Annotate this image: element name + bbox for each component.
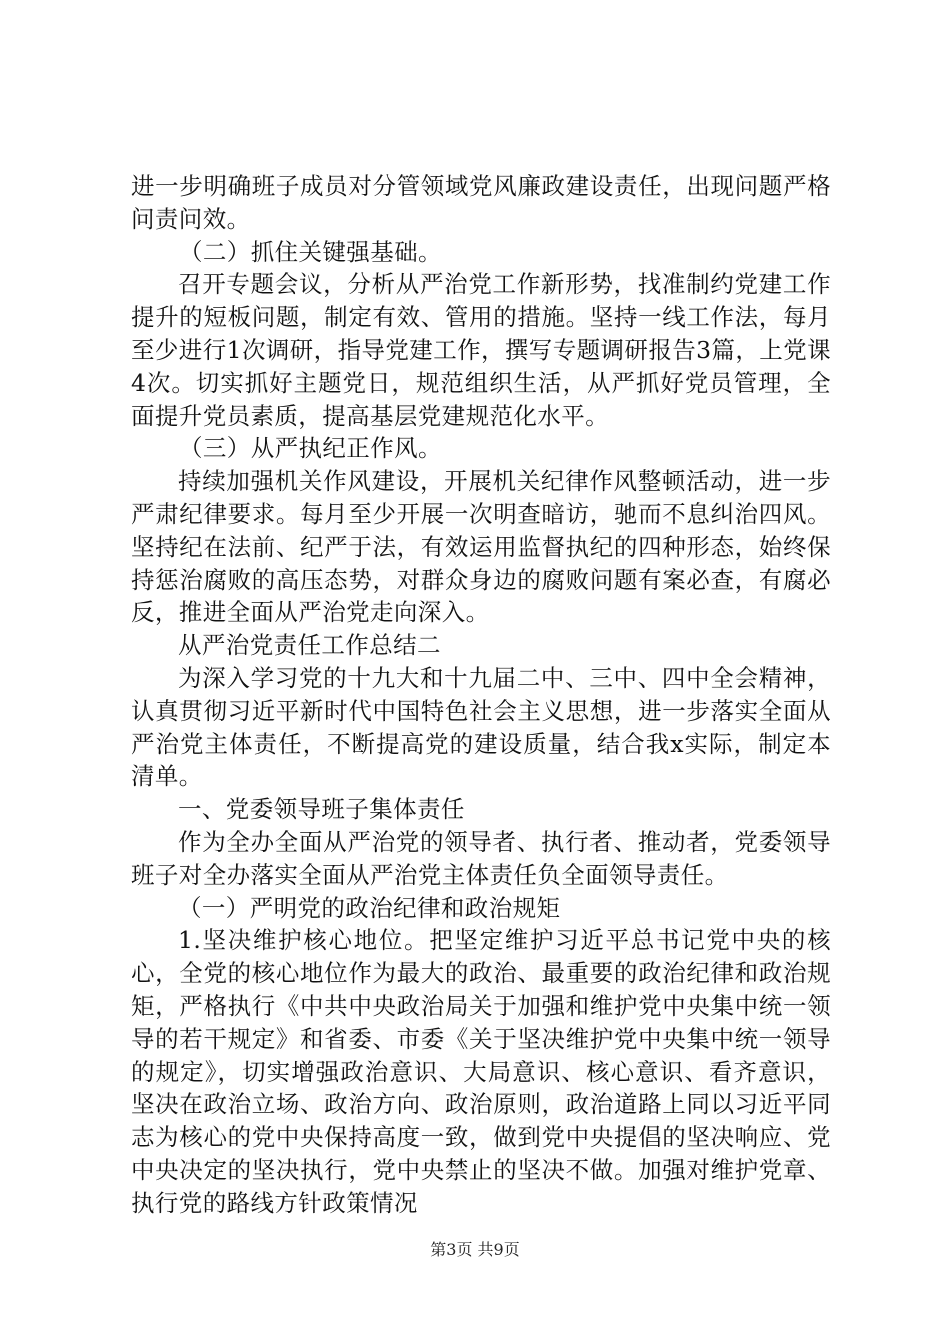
heading-part-one: 一、党委领导班子集体责任: [178, 795, 465, 824]
paragraph-continuation: 进一步明确班子成员对分管领域党风廉政建设责任，出现问题严格问责问效。: [131, 172, 831, 233]
heading-summary-two: 从严治党责任工作总结二: [178, 631, 441, 660]
paragraph-item-1: 1.坚决维护核心地位。把坚定维护习近平总书记党中央的核心，全党的核心地位作为最大的政治、最重要的政治纪律和政治规矩，严格执行《中共中央政治局关于加强和维护党中央集中统一领导的若干规定》和省委、市委《关于坚决维护党中央集中统一领导的规定》，切实增强政治意识、大局意识、核心意识、看齐意识，坚决在政治立场、政治方向、政治原则，政治道路上同以习近平同志为核心的党中央保持高度一致，做到党中央提倡的坚决响应、党中央决定的坚决执行，党中央禁止的坚决不做。加强对维护党章、执行党的路线方针政策情况: [131, 926, 831, 1217]
page-number-footer: 第3页 共9页: [430, 1240, 520, 1259]
paragraph-section-3-body: 持续加强机关作风建设，开展机关纪律作风整顿活动，进一步严肃纪律要求。每月至少开展一次明查暗访，驰而不息纠治四风。坚持纪在法前、纪严于法，有效运用监督执纪的四种形态，始终保持惩治腐败的高压态势，对群众身边的腐败问题有案必查，有腐必反，推进全面从严治党走向深入。: [131, 467, 831, 627]
heading-section-3: （三）从严执纪正作风。: [179, 434, 442, 463]
paragraph-part-one-body: 作为全办全面从严治党的领导者、执行者、推动者，党委领导班子对全办落实全面从严治党主体责任负全面领导责任。: [131, 827, 831, 889]
heading-subsection-1: （一）严明党的政治纪律和政治规矩: [178, 893, 561, 922]
paragraph-summary-intro: 为深入学习党的十九大和十九届二中、三中、四中全会精神，认真贯彻习近平新时代中国特色社会主义思想，进一步落实全面从严治党主体责任，不断提高党的建设质量，结合我x实际，制定本清单。: [131, 663, 831, 791]
heading-section-2: （二）抓住关键强基础。: [179, 237, 442, 266]
paragraph-section-2-body: 召开专题会议，分析从严治党工作新形势，找准制约党建工作提升的短板问题，制定有效、管用的措施。坚持一线工作法，每月至少进行1次调研，指导党建工作，撰写专题调研报告3篇，上党课4次。切实抓好主题党日，规范组织生活，从严抓好党员管理，全面提升党员素质，提高基层党建规范化水平。: [131, 270, 831, 430]
document-body: [131, 170, 831, 1220]
